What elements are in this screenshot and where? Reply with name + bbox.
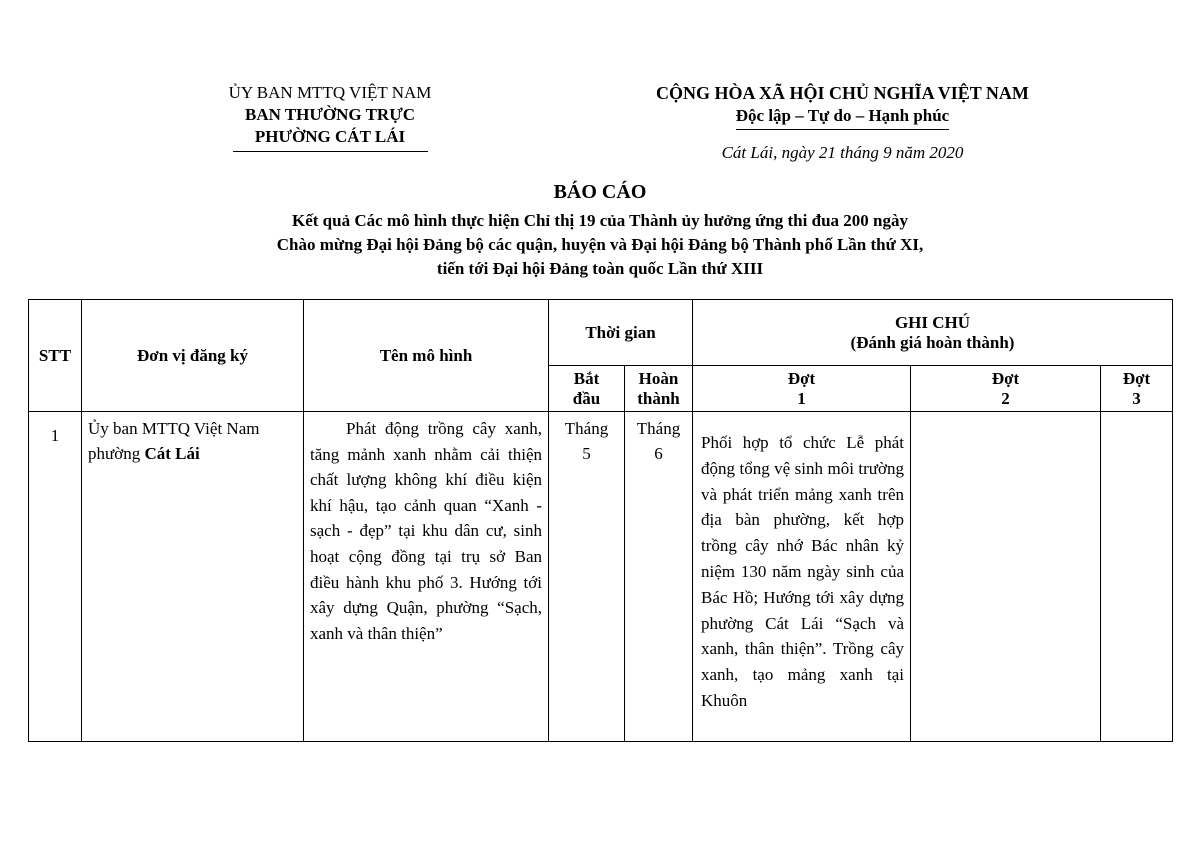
- report-subtitle: [100, 209, 1100, 281]
- cell-phase-1: Phối hợp tổ chức Lễ phát động tổng vệ sinh môi trường và phát triển mảng xanh trên địa bàn phường, kết hợp trồng cây nhớ Bác nhân kỷ niệm 130 năm ngày sinh của Bác Hồ; Hướng tới xây dựng phường Cát Lái “Sạch và xanh, thân thiện”. Trồng cây xanh, tạo mảng xanh tại Khuôn: [693, 412, 911, 742]
- header-notes-line-2: (Đánh giá hoàn thành): [850, 332, 1015, 352]
- header-notes-line-1: GHI CHÚ: [894, 312, 971, 332]
- agency-line-2: BAN THƯỜNG TRỰC: [244, 105, 416, 124]
- header-model: Tên mô hình: [304, 300, 549, 412]
- national-motto: Độc lập – Tự do – Hạnh phúc: [736, 105, 949, 130]
- table-row: [29, 412, 1173, 742]
- issuing-agency-block: [175, 82, 485, 152]
- report-subtitle-line-2: Chào mừng Đại hội Đảng bộ các quận, huyện và Đại hội Đảng bộ Thành phố Lần thứ XI,: [276, 235, 924, 254]
- header-finish-line-2: thành: [637, 388, 680, 408]
- header-notes: [693, 300, 1173, 366]
- header-phase-2-line-2: 2: [1001, 388, 1010, 408]
- unit-ward-name: Cát Lái: [144, 444, 200, 463]
- start-line-2: 5: [582, 444, 591, 463]
- report-subtitle-line-3: tiến tới Đại hội Đảng toàn quốc Lần thứ XIII: [436, 259, 764, 278]
- report-table: [28, 299, 1173, 742]
- header-start-line-2: đầu: [572, 388, 601, 408]
- header-phase-1-line-2: 1: [797, 388, 806, 408]
- table-header-row: [29, 300, 1173, 366]
- national-title: CỘNG HÒA XÃ HỘI CHỦ NGHĨA VIỆT NAM: [656, 83, 1029, 103]
- header-phase-3: [1101, 366, 1173, 412]
- dateline: Cát Lái, ngày 21 tháng 9 năm 2020: [721, 143, 964, 162]
- header-phase-3-line-1: Đợt: [1122, 368, 1151, 388]
- cell-start: [549, 412, 625, 742]
- header-phase-2: [911, 366, 1101, 412]
- agency-line-3: PHƯỜNG CÁT LÁI: [254, 127, 406, 146]
- cell-stt: 1: [29, 412, 82, 742]
- header-phase-3-line-2: 3: [1132, 388, 1141, 408]
- finish-line-2: 6: [654, 444, 663, 463]
- header-start: [549, 366, 625, 412]
- header-phase-1-line-1: Đợt: [787, 368, 816, 388]
- report-subtitle-line-1: Kết quả Các mô hình thực hiện Chỉ thị 19 của Thành ủy hưởng ứng thi đua 200 ngày: [292, 211, 908, 230]
- agency-underline: [233, 151, 428, 152]
- header-phase-2-line-1: Đợt: [991, 368, 1020, 388]
- header-stt: STT: [29, 300, 82, 412]
- unit-text: Ủy ban MTTQ Việt Nam phường: [88, 419, 260, 463]
- cell-unit: [82, 412, 304, 742]
- header-unit: Đơn vị đăng ký: [82, 300, 304, 412]
- header-start-line-1: Bắt: [573, 368, 600, 388]
- header-finish-line-1: Hoàn: [638, 368, 679, 388]
- cell-model: Phát động trồng cây xanh, tăng mảnh xanh nhằm cải thiện chất lượng không khí điều kiện khí hậu, tạo cảnh quan “Xanh - sạch - đẹp” tại khu dân cư, sinh hoạt cộng đồng tại trụ sở Ban điều hành khu phố 3. Hướng tới xây dựng Quận, phường “Sạch, xanh và thân thiện”: [304, 412, 549, 742]
- report-title: BÁO CÁO: [553, 181, 647, 203]
- header-time: Thời gian: [549, 300, 693, 366]
- cell-finish: [625, 412, 693, 742]
- agency-line-1: ỦY BAN MTTQ VIỆT NAM: [228, 83, 432, 102]
- finish-line-1: Tháng: [636, 419, 681, 438]
- national-header-block: [600, 82, 1085, 164]
- cell-phase-3: [1101, 412, 1173, 742]
- header-phase-1: [693, 366, 911, 412]
- cell-phase-2: [911, 412, 1101, 742]
- start-line-1: Tháng: [564, 419, 609, 438]
- header-finish: [625, 366, 693, 412]
